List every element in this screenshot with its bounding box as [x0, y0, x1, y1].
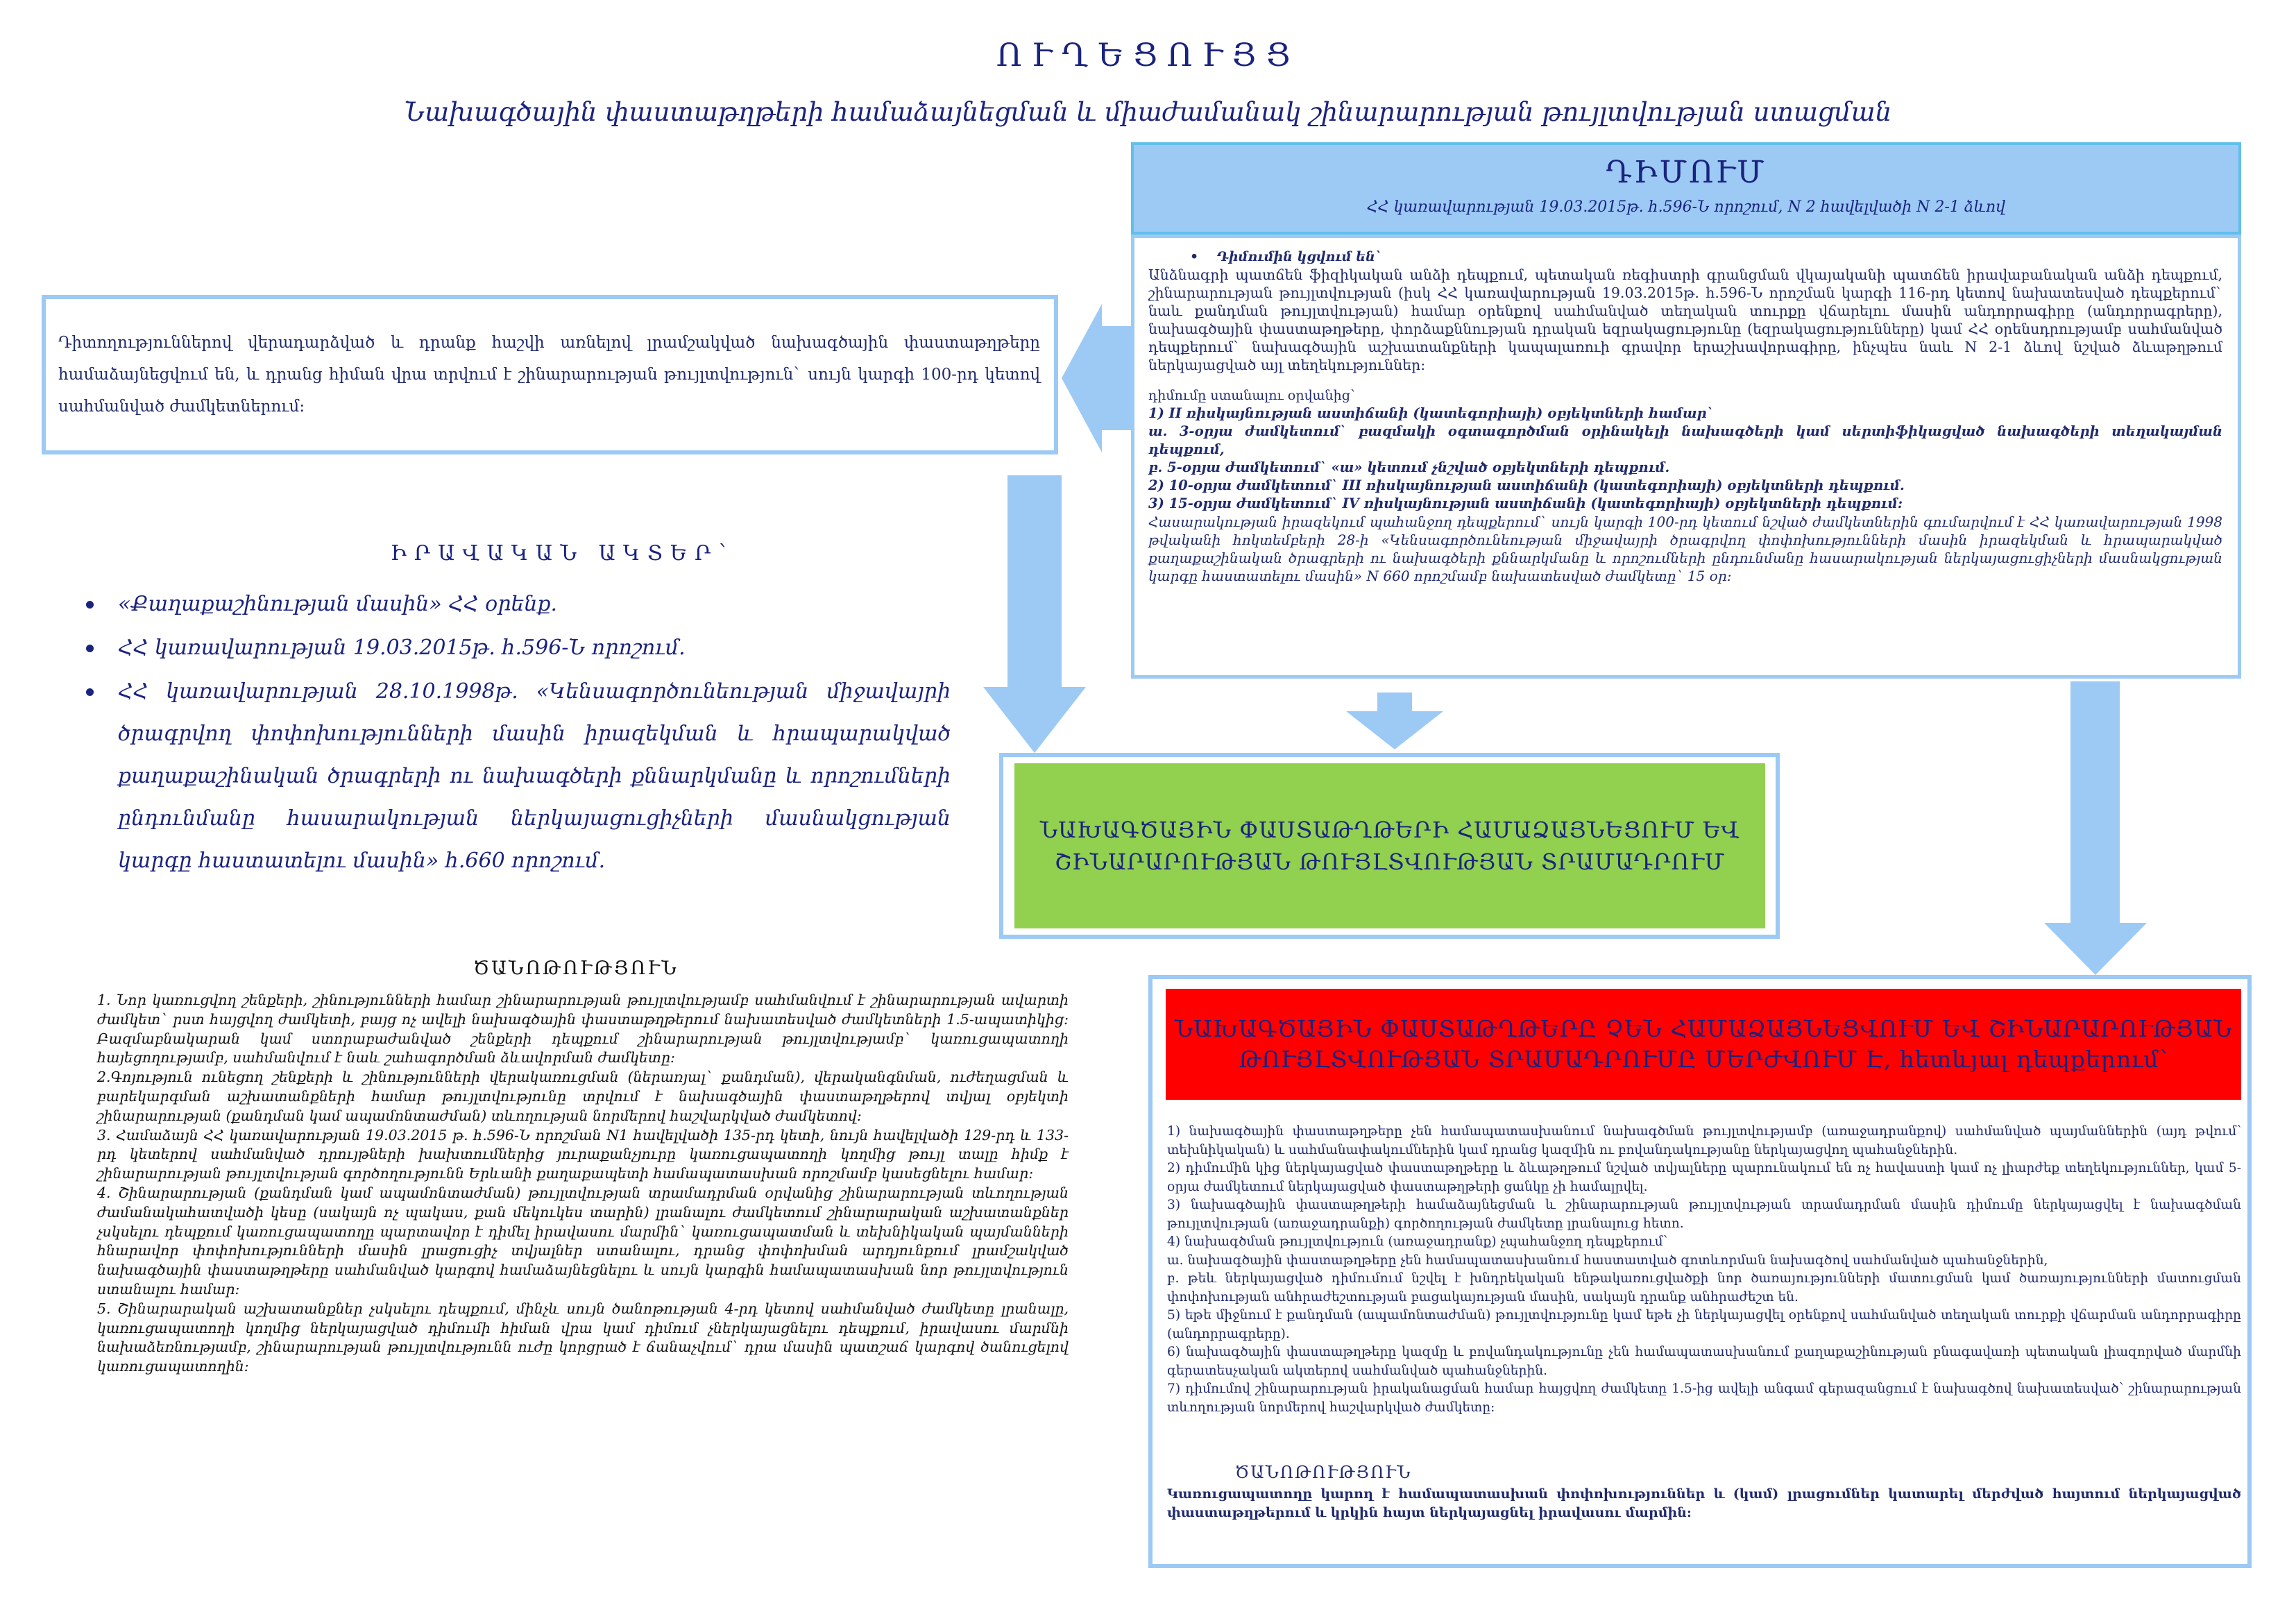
approve-box	[1014, 763, 1765, 928]
request-title: ԴԻՄՈՒՄ	[1606, 155, 1767, 190]
legal-acts-list	[118, 583, 951, 883]
reject-line: ԹՈՒՅԼՏՎՈՒԹՅԱՆ ՏՐԱՄԱԴՐՈՒՄԸ ՄԵՐԺՎՈՒՄ Է, հետևյալ դեպքերում՝	[1239, 1046, 2168, 1073]
legal-acts-title: ԻՐԱՎԱԿԱՆ ԱԿՏԵՐ՝	[390, 541, 734, 566]
observations-box	[42, 295, 1058, 454]
legal-act-item: «Քաղաքաշինության մասին» ՀՀ օրենք.	[118, 583, 951, 625]
reject-line: ՆԱԽԱԳԾԱՅԻՆ ՓԱՍՏԱԹՂԹԵՐԸ ՉԵՆ ՀԱՄԱՁԱՅՆԵՑՎՈՒՄ ԵՎ ՇԻՆԱՐԱՐՈՒԹՅԱՆ	[1174, 1015, 2233, 1042]
bullet-icon	[86, 601, 94, 609]
request-bullet: • Դիմումին կցվում են`	[1190, 249, 1382, 264]
note-paragraph: 5. Շինարարական աշխատանքներ չսկսելու դեպքում, մինչև սույն ծանոթության 4-րդ կետով սահմանված ժամկետը լրանալը, կառուցապատողի կողմից ներկայացված դիմումի հիման վրա կամ դիմում չներկայացնելու դեպքում, իրավասու մարմնի նախաձեռնությամբ, շինարարության թույլտվությունն ուժը կորցրած է ճանաչվում` դրա մասին պատշաճ կարգով ծանուցելով կառուցապատողին:	[97, 1300, 1069, 1375]
arrow-down-left-icon	[983, 475, 1086, 753]
note-title: ԾԱՆՈԹՈՒԹՅՈՒՆ	[473, 958, 679, 979]
legal-act-item: ՀՀ կառավարության 28.10.1998թ. «Կենսագործունեության միջավայրի ծրագրվող փոփոխությունների մասին իրազեկման և հրապարակված քաղաքաշինական ծրագրերի ու նախագծերի քննարկմանը և որոշումների ընդունմանը հասարակության ներկայացուցիչների մասնակցության կարգը հաստատելու մասին» հ.660 որոշում.	[118, 670, 951, 882]
request-term: 2) 10-օրյա ժամկետում` III ռիսկայնության աստիճանի (կատեգորիայի) օբյեկտների դեպքում.	[1148, 477, 1905, 493]
note-paragraph: 1. Նոր կառուցվող շենքերի, շինությունների համար շինարարության թույլտվությամբ սահմանվում է շինարարության ավարտի ժամկետ` րստ հայցվող ժամկետի, բայց ոչ ավելի նախագծային փաստաթղթերում նախատեսված ժամկետների 1.5-ապատիկից: Բազմաբնակարան կամ ստորաբաժանված շենքերի դեպքում շինարարության թույլտվությամբ` կառուցապատողի հայեցողությամբ, սահմանվում է նաև շահագործման ձևավորման ժամկետը:	[97, 992, 1069, 1067]
note-paragraph: 3. Համաձայն ՀՀ կառավարության 19.03.2015 թ. հ.596-Ն որոշման N1 հավելվածի 135-րդ կետի, նույն հավելվածի 129-րդ և 133-րդ կետերով սահմանված դրույթների խախտումներից յուրաքանչյուրը կառուցապատողի կողմից թույլ տալը հիմք է շինարարության թույլտվության գործողությունն Երևանի քաղաքապետի համապատասխան որոշմամբ կասեցնելու համար:	[97, 1126, 1069, 1182]
request-term: 3) 15-օրյա ժամկետում` IV ռիսկայնության աստիճանի (կատեգորիայի) օբյեկտների դեպքում:	[1148, 495, 1903, 511]
arrow-down-center-icon	[1346, 692, 1443, 749]
reject-case: 7) դիմումով շինարարության իրականացման համար հայցվող ժամկետը 1.5-ից ավելի անգամ գերազանցում է նախագծով նախատեսված՝ շինարարության տևողության նորմերով հաշվարկված ժամկետը:	[1167, 1382, 2241, 1415]
reject-case: 1) նախագծային փաստաթղթերը չեն համապատասխանում նախագծման թույլտվությամբ (առաջադրանքով) սահմանված պայմաններին (այդ թվում՝ տեխնիկական) և սահմանափակումներին կամ դրանց կազմին ու բովանդակությանը ներկայացվող պահանջներին.	[1167, 1124, 2241, 1157]
request-details	[1131, 235, 2241, 679]
page-subtitle: Նախագծային փաստաթղթերի համաձայնեցման և միաժամանակ շինարարության թույլտվության ստացման	[404, 97, 1892, 127]
request-body: Անձնագրի պատճեն ֆիզիկական անձի դեպքում, պետական ռեգիստրի գրանցման վկայականի պատճեն իրավաբանական անձի դեպքում, շինարարության թույլտվության (իսկ ՀՀ կառավարության 19.03.2015թ. հ.596-Ն որոշման կարգի 116-րդ կետով նախատեսված դեպքերում` նաև քանդման թույլտվության) համար օրենքով սահմանված տեղական տուրքը վճարելու մասին անդորրագիրը (անդորրագրերը), նախագծային փաստաթղթերը, փորձաքննության դրական եզրակացությունը (եզրակացությունները) կամ ՀՀ օրենսդրությամբ սահմանված դեպքերում` նախագծային աշխատանքների կապալառուի գրավոր երաշխավորագիրը, ինչպես նաև N 2-1 ձևով նշված ձևաթղթում ներկայացված այլ տեղեկություններ:	[1148, 266, 2222, 373]
reject-case: 6) նախագծային փաստաթղթերը կազմը և բովանդակությունը չեն համապատասխանում քաղաքաշինության բնագավառի պետական լիազորված մարմնի գերատեսչական ակտերով սահմանված պահանջներին.	[1167, 1345, 2241, 1378]
note-paragraph: 2.Գոյություն ունեցող շենքերի և շինությունների վերակառուցման (ներառյալ` քանդման), վերականգնման, ուժեղացման և բարեկարգման աշխատանքների համար թույլտվությունը տրվում է նախագծային փաստաթղթերով տվյալ օբյեկտի շինարարության (քանդման կամ ապամոնտաժման) տևողության նորմերով հաշվարկված ժամկետով:	[97, 1069, 1069, 1124]
reject-case: 3) նախագծային փաստաթղթերի համաձայնեցման և շինարարության թույլտվության տրամադրման մասին դիմումը ներկայացվել է նախագծման թույլտվության (առաջադրանքի) գործողության ժամկետը լրանալուց հետո.	[1167, 1198, 2241, 1231]
reject-case: 2) դիմումին կից ներկայացված փաստաթղթերը և ձևաթղթում նշված տվյալները պարունակում են ոչ հավաստի կամ ոչ լիարժեք տեղեկություններ, կամ 5-օրյա ժամկետում ներկայացված փաստաթղթերի ցանկը չի համալրվել.	[1167, 1161, 2241, 1194]
arrow-down-right-icon	[2044, 681, 2147, 975]
page-title: ՈՒՂԵՑՈՒՅՑ	[996, 36, 1300, 74]
approve-line: ՆԱԽԱԳԾԱՅԻՆ ՓԱՍՏԱԹՂԹԵՐԻ ՀԱՄԱՁԱՅՆԵՑՈՒՄ ԵՎ	[1039, 817, 1740, 843]
request-subtitle: ՀՀ կառավարության 19.03.2015թ. հ.596-Ն որոշում, N 2 հավելվածի N 2-1 ձևով	[1366, 198, 2006, 216]
request-header	[1131, 142, 2241, 235]
bullet-icon	[86, 688, 94, 696]
request-term: բ. 5-օրյա ժամկետում` «ա» կետում չնշված օբյեկտների դեպքում.	[1148, 459, 1670, 475]
legal-act-item: ՀՀ կառավարության 19.03.2015թ. հ.596-Ն որոշում.	[118, 627, 951, 669]
reject-cases	[1167, 1123, 2241, 1417]
reject-note-title: ԾԱՆՈԹՈՒԹՅՈՒՆ	[1235, 1463, 1412, 1482]
reject-case: 5) եթե միջնում է քանդման (ապամոնտաժման) թույլտվությունը կամ եթե չի ներկայացվել օրենքով սահմանված տեղական տուրքի վճարման անդորրագիրը (անդորրագրերը).	[1167, 1308, 2241, 1341]
reject-case: բ. թեև ներկայացված դիմումում նշվել է խնդրեկական ենթակառուցվածքի նոր ծառայությունների մատուցման կամ ծառայությունների մատուցման փոփոխության անհրաժեշտության բացակայության մասին, սակայն դրանք անհրաժեշտ են.	[1167, 1271, 2241, 1305]
observations-text: Դիտողություններով վերադարձված և դրանք հաշվի առնելով լրամշակված նախագծային փաստաթղթերը համաձայնեցվում են, և դրանց հիման վրա տրվում է շինարարության թույլտվություն` սույն կարգի 100-րդ կետով սահմանված ժամկետներում:	[58, 334, 1040, 416]
reject-case: ա. նախագծային փաստաթղթերը չեն համապատասխանում հաստատված գոտևորման նախագծով սահմանված պահանջներին,	[1167, 1252, 2048, 1268]
reject-case: 4) նախագծման թույլտվություն (առաջադրանք) չպահանջող դեպքերում`	[1167, 1234, 1669, 1249]
approve-line: ՇԻՆԱՐԱՐՈՒԹՅԱՆ ԹՈՒՅԼՏՎՈՒԹՅԱՆ ՏՐԱՄԱԴՐՈՒՄ	[1054, 849, 1726, 875]
note-body	[97, 991, 1069, 1377]
reject-box	[1166, 989, 2241, 1100]
request-term: 1) II ռիսկայնության աստիճանի (կատեգորիայի) օբյեկտների համար`	[1148, 405, 1714, 421]
reject-note: Կառուցապատողը կարող է համապատասխան փոփոխություններ և (կամ) լրացումներ կատարել մերժված հայտում ներկայացված փաստաթղթերում և կրկին հայտ ներկայացնել իրավասու մարմին:	[1167, 1486, 2241, 1520]
request-term: ա. 3-օրյա ժամկետում` բազմակի օգտագործման օրինակելի նախագծերի կամ սերտիֆիկացված նախագծերի տեղակայման դեպքում,	[1148, 423, 2222, 457]
note-paragraph: 4. Շինարարության (քանդման կամ ապամոնտաժման) թույլտվության տրամադրման օրվանից շինարարության տևողության ժամանակահատվածի կեսը (սակայն ոչ պակաս, քան մեկուկես տարին) լրանալու ժամկետում շինարարական աշխատանքներ չսկսելու դեպքում կառուցապատողը պարտավոր է դիմել իրավասու մարմին` կառուցապատման և տեխնիկական պայմանների հնարավոր փոփոխությունների մասին լրացուցիչ տվյալներ ստանալու, դրանց փոփոխման արդյունքում լրամշակված նախագծային փաստաթղթերը սահմանված կարգով համաձայնեցնելու և սույն կարգին համապատասխան նոր թույլտվություն ստանալու համար:	[97, 1184, 1069, 1298]
arrow-left-icon	[1062, 304, 1131, 452]
request-term-label: դիմումը ստանալու օրվանից`	[1148, 388, 1357, 403]
request-hearing: Հասարակության իրազեկում պահանջող դեպքերում` սույն կարգի 100-րդ կետում նշված ժամկետներին գումարվում է ՀՀ կառավարության 1998 թվականի հոկտեմբերի 28-ի «Կենսագործունեության միջավայրի ծրագրվող փոփոխությունների մասին իրազեկման և հրապարակված քաղաքաշինական ծրագրերի ու նախագծերի քննարկմանը և որոշումների ընդունմանը հասարակության ներկայացուցիչների մասնակցության կարգը հաստատելու մասին» N 660 որոշմամբ նախատեսված ժամկետը` 15 օր:	[1148, 513, 2222, 584]
bullet-icon	[86, 645, 94, 652]
